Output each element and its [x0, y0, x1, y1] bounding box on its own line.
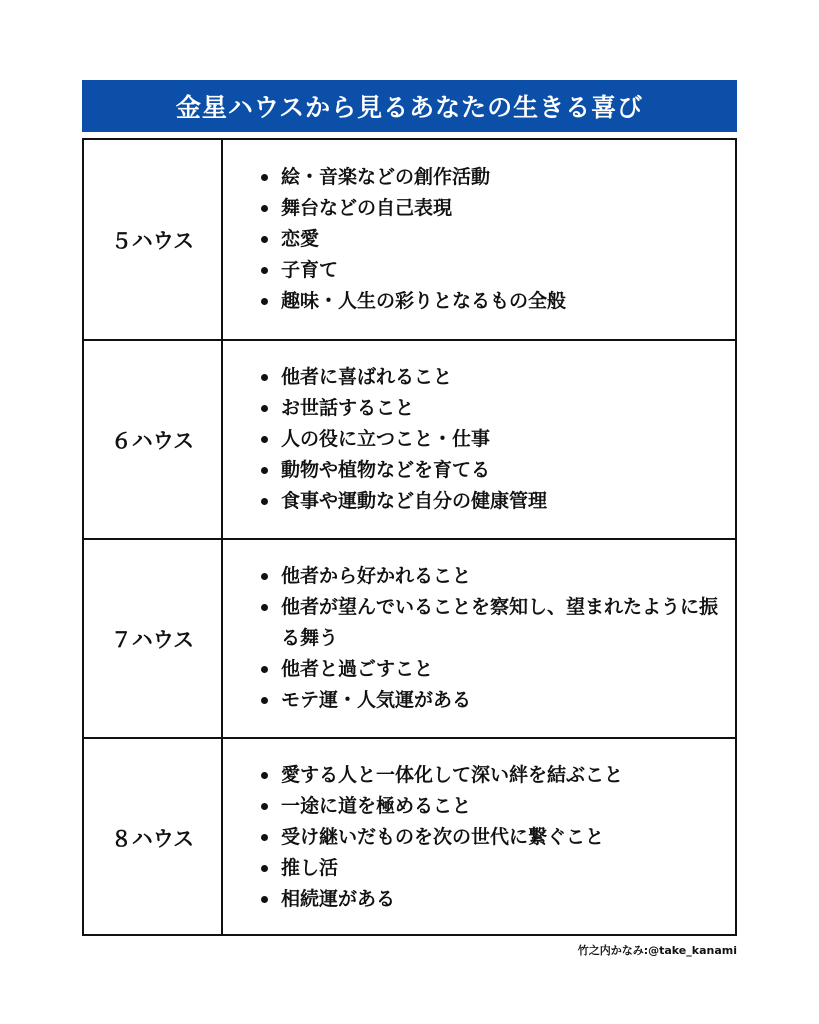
list-item: 絵・音楽などの創作活動 — [259, 162, 566, 193]
list-item: モテ運・人気運がある — [259, 685, 721, 716]
table-row-8th-house — [84, 737, 735, 936]
list-item: 受け継いだものを次の世代に繋ぐこと — [259, 822, 623, 853]
list-item: 推し活 — [259, 853, 623, 884]
list-item: 他者に喜ばれること — [259, 362, 547, 393]
item-list — [259, 362, 547, 517]
list-item: 人の役に立つこと・仕事 — [259, 424, 547, 455]
table-row-5th-house — [84, 140, 735, 339]
list-item: 動物や植物などを育てる — [259, 455, 547, 486]
venus-house-table — [82, 138, 737, 936]
item-list — [259, 760, 623, 915]
list-item: 子育て — [259, 255, 566, 286]
list-item: 一途に道を極めること — [259, 791, 623, 822]
house-label: ８ハウス — [84, 739, 223, 936]
items-cell — [223, 739, 735, 936]
table-row-6th-house — [84, 339, 735, 538]
items-cell — [223, 140, 735, 339]
list-item: 食事や運動など自分の健康管理 — [259, 486, 547, 517]
items-cell — [223, 540, 735, 737]
house-label: ７ハウス — [84, 540, 223, 737]
list-item: 趣味・人生の彩りとなるもの全般 — [259, 286, 566, 317]
list-item: 愛する人と一体化して深い絆を結ぶこと — [259, 760, 623, 791]
list-item: 他者から好かれること — [259, 561, 721, 592]
items-cell — [223, 341, 735, 538]
house-label: ６ハウス — [84, 341, 223, 538]
list-item: 舞台などの自己表現 — [259, 193, 566, 224]
author-credit: 竹之内かなみ:@take_kanami — [577, 944, 737, 957]
list-item: 他者が望んでいることを察知し、望まれたように振る舞う — [259, 592, 721, 654]
item-list — [259, 561, 721, 716]
list-item: 相続運がある — [259, 884, 623, 915]
page-title: 金星ハウスから見るあなたの生きる喜び — [82, 80, 737, 132]
table-row-7th-house — [84, 538, 735, 737]
list-item: お世話すること — [259, 393, 547, 424]
item-list — [259, 162, 566, 317]
list-item: 他者と過ごすこと — [259, 654, 721, 685]
house-label: ５ハウス — [84, 140, 223, 339]
list-item: 恋愛 — [259, 224, 566, 255]
